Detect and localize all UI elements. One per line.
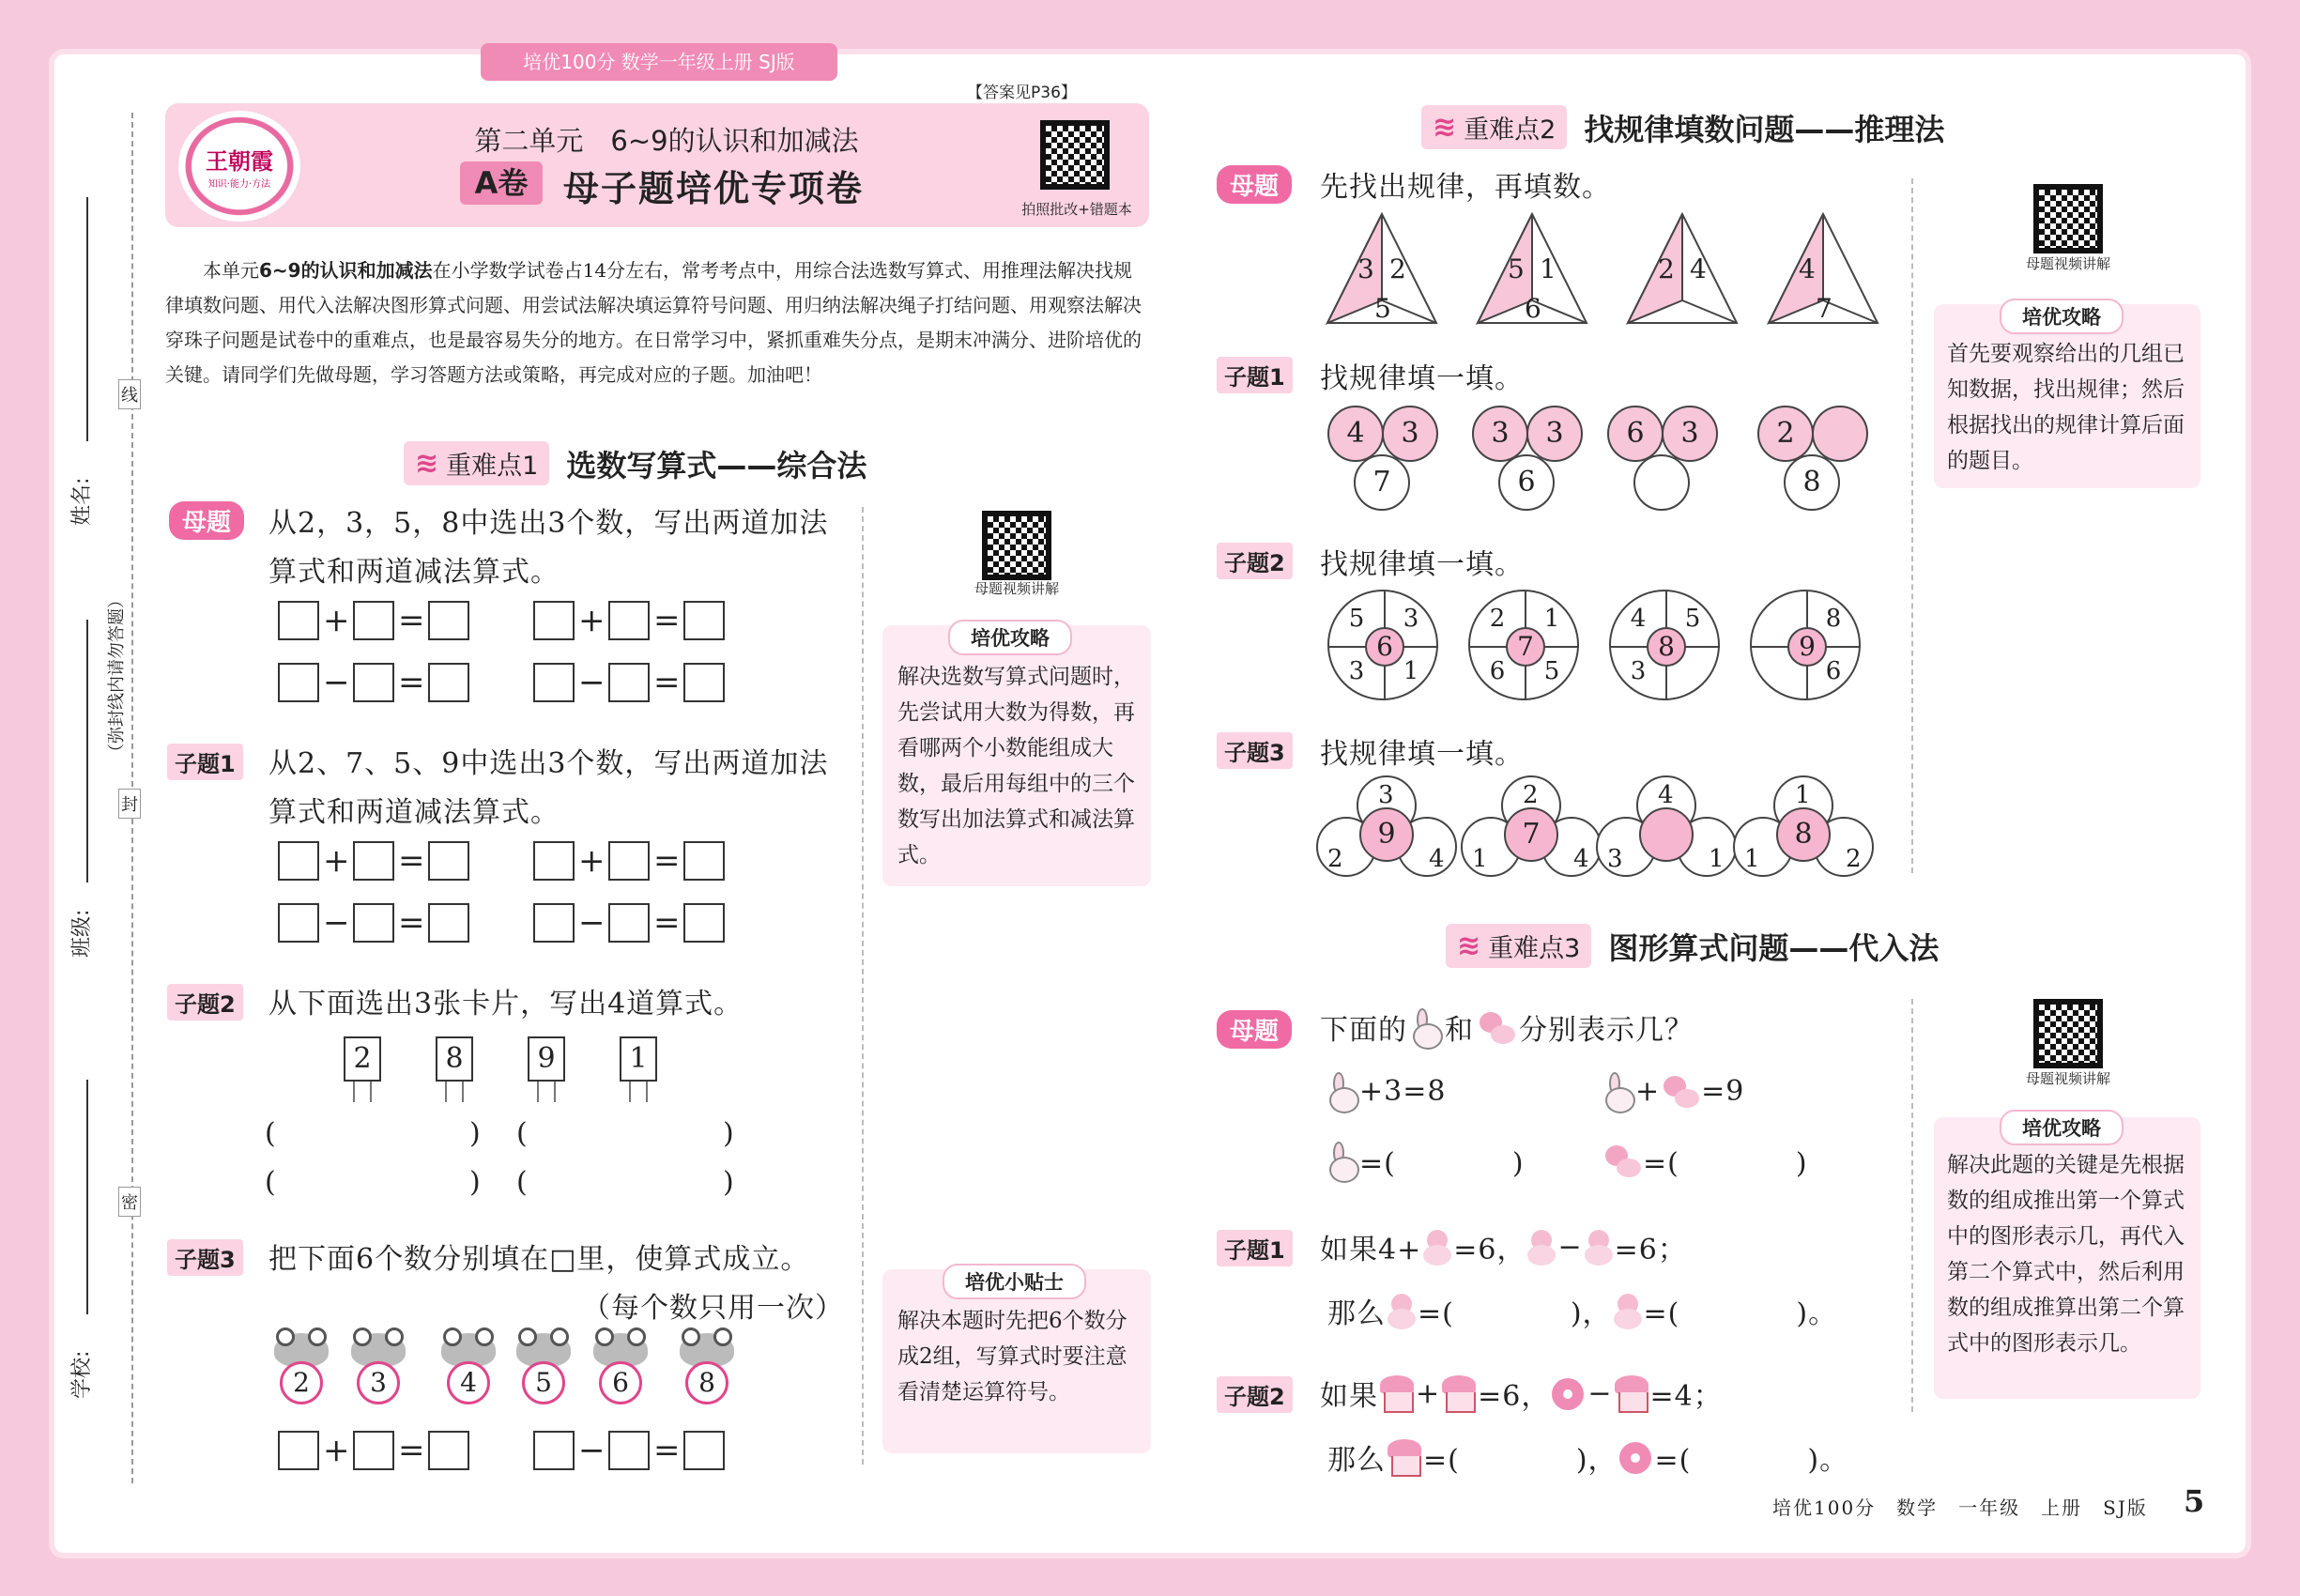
wave-icon: ≋ <box>1457 929 1481 962</box>
plus-sign: + <box>578 602 606 639</box>
frog-number-card[interactable] <box>590 1333 652 1408</box>
name-label: 姓名: <box>70 477 94 526</box>
wheel-center: 9 <box>1787 627 1827 667</box>
sub-question-1-label: 子题1 <box>1217 1230 1293 1266</box>
dog-icon <box>1660 1072 1701 1110</box>
answer-box[interactable] <box>353 1431 394 1470</box>
wheel-number: 5 <box>1684 605 1701 633</box>
s3-mother-question <box>1320 1006 1694 1048</box>
circle-number: 3 <box>1526 406 1583 462</box>
strategy-heading: 培优攻略 <box>948 620 1072 655</box>
qr-code-icon[interactable] <box>982 511 1051 580</box>
card-legs-icon <box>537 1082 556 1102</box>
answer-box[interactable] <box>353 903 394 943</box>
publisher-logo <box>178 111 300 222</box>
answer-box[interactable] <box>608 663 650 702</box>
frog-number-card[interactable] <box>270 1333 332 1408</box>
answer-box[interactable] <box>683 601 725 640</box>
plus-sign: + <box>323 1432 350 1469</box>
name-field[interactable] <box>86 197 88 441</box>
mother-question-label: 母题 <box>1217 1010 1292 1049</box>
clover-number: 3 <box>1607 845 1623 873</box>
minus-sign: − <box>323 664 350 701</box>
intro-lead: 本单元 <box>203 259 259 282</box>
circle-answer[interactable] <box>1812 406 1868 462</box>
clover-puzzle <box>1733 775 1874 879</box>
tri-number: 4 <box>1690 253 1707 284</box>
column-divider <box>1911 999 1913 1412</box>
s3-sub2-question <box>1320 1373 1723 1414</box>
strategy-heading: 培优攻略 <box>2000 299 2124 334</box>
answer-box[interactable] <box>533 903 575 943</box>
wheel-number: 8 <box>1825 605 1842 633</box>
answer-box[interactable] <box>428 601 469 640</box>
wheel-number: 5 <box>1543 657 1560 685</box>
equals-sign: = <box>398 842 425 880</box>
wheel-number: 1 <box>1543 605 1560 633</box>
header-tab: 培优100分 数学一年级上册 SJ版 <box>481 43 837 81</box>
answer-paren-close: ) <box>723 1166 734 1199</box>
wheel-number: 1 <box>1403 657 1419 685</box>
minus-sign: − <box>1557 1230 1583 1264</box>
chick-icon <box>1386 1292 1418 1329</box>
school-field[interactable] <box>86 1080 88 1314</box>
paper-title: 母子题培优专项卷 <box>563 168 865 209</box>
clover-number: 2 <box>1523 781 1539 809</box>
seal-line-mark: 线 <box>118 379 141 409</box>
donut-icon <box>1618 1438 1655 1476</box>
mother-question-label: 母题 <box>169 501 244 540</box>
qr-label: 母题视频讲解 <box>2025 255 2110 272</box>
s1-sub3-question-line1: 把下面6个数分别填在□里，使算式成立。 <box>268 1243 810 1276</box>
circle-number: 3 <box>1662 406 1718 462</box>
minus-sign: − <box>578 904 606 942</box>
answer-box[interactable] <box>533 841 575 881</box>
answer-box[interactable] <box>683 841 725 881</box>
clover-number: 1 <box>1709 845 1725 873</box>
tri-number: 1 <box>1540 253 1556 284</box>
answer-box[interactable] <box>428 1431 469 1470</box>
section-2-tag-text: 重难点2 <box>1464 115 1556 145</box>
frog-number: 5 <box>522 1361 565 1404</box>
answer-blank[interactable]: =( )。 <box>1654 1444 1849 1477</box>
answer-box[interactable] <box>608 1431 650 1470</box>
s3-answer-dog[interactable] <box>1602 1140 1808 1181</box>
wheel-number: 5 <box>1348 605 1365 633</box>
tri-number: 5 <box>1508 253 1525 284</box>
s3-question-text: 如果 <box>1320 1380 1378 1413</box>
dog-icon <box>1602 1142 1643 1179</box>
equals-sign: = <box>653 904 681 942</box>
answer-box[interactable] <box>278 841 319 881</box>
plus-sign: + <box>578 842 606 880</box>
wheel-center: 8 <box>1647 627 1686 667</box>
answer-box[interactable] <box>278 663 319 702</box>
tri-number: 3 <box>1357 253 1374 284</box>
equals-sign: = <box>653 842 681 880</box>
wave-icon: ≋ <box>415 447 439 480</box>
triangle-puzzle <box>1628 214 1737 323</box>
clover-number: 1 <box>1472 845 1488 873</box>
clover-puzzle <box>1596 775 1737 879</box>
clover-number: 1 <box>1744 845 1760 873</box>
number-card[interactable]: 9 <box>528 1036 565 1082</box>
mother-question-label: 母题 <box>1217 165 1292 204</box>
sub-question-1-label: 子题1 <box>1217 357 1293 393</box>
frog-number-card[interactable] <box>513 1333 575 1408</box>
frog-number: 3 <box>357 1361 400 1404</box>
answer-box[interactable] <box>608 903 650 943</box>
answer-box[interactable] <box>353 601 394 640</box>
s1-sub1-question-line2: 算式和两道减法算式。 <box>268 796 560 829</box>
circle-answer[interactable] <box>1633 454 1690 511</box>
wheel-number: 6 <box>1489 657 1506 685</box>
donut-icon <box>1550 1374 1587 1412</box>
s3-question-text: 和 <box>1445 1014 1474 1047</box>
tri-number: 5 <box>1374 293 1391 324</box>
minus-sign: − <box>578 664 606 701</box>
s3-question-text: 分别表示几？ <box>1519 1014 1694 1047</box>
s3-question-text: =4； <box>1649 1380 1723 1413</box>
paper-label: A卷 <box>460 161 543 205</box>
answer-box[interactable] <box>278 903 319 943</box>
answer-box[interactable] <box>533 663 575 702</box>
answer-box[interactable] <box>683 903 725 943</box>
answer-box[interactable] <box>533 601 575 640</box>
clover-center: 7 <box>1504 807 1558 862</box>
seal-mark: 封 <box>118 789 141 819</box>
clover-puzzle <box>1316 775 1457 879</box>
clover-center: 9 <box>1359 807 1414 862</box>
cupcake-icon <box>1386 1437 1423 1477</box>
page-number: 5 <box>2184 1483 2205 1519</box>
equation-text: +3=8 <box>1359 1074 1447 1108</box>
strategy-text: 首先要观察给出的几组已知数据，找出规律；然后根据找出的规律计算后面的题目。 <box>1947 342 2185 473</box>
s1-sub3-question-line2: （每个数只用一次） <box>582 1292 844 1325</box>
equals-sign: = <box>398 904 425 942</box>
s3-answer-rabbit[interactable] <box>1326 1140 1525 1181</box>
section-3-heading <box>1446 924 1939 968</box>
rabbit-icon <box>1602 1072 1635 1110</box>
answer-blank[interactable]: =( ) <box>1359 1147 1525 1180</box>
number-wheel <box>1750 590 1861 700</box>
sub-question-2-label: 子题2 <box>1217 1376 1293 1413</box>
answer-box[interactable] <box>278 1431 319 1470</box>
clover-center: 8 <box>1776 807 1831 862</box>
minus-sign: − <box>1587 1376 1613 1410</box>
chick-icon <box>1612 1292 1644 1329</box>
answer-box[interactable] <box>683 663 725 702</box>
qr-code-icon[interactable] <box>1040 120 1110 190</box>
cupcake-icon <box>1378 1373 1416 1413</box>
answer-paren-open[interactable]: ( <box>265 1117 276 1150</box>
answer-box[interactable] <box>353 663 394 702</box>
number-card[interactable]: 2 <box>344 1036 381 1082</box>
sub-question-2-label: 子题2 <box>1217 543 1293 579</box>
tri-number: 2 <box>1389 253 1406 284</box>
answer-box[interactable] <box>428 663 469 702</box>
plus-sign: + <box>1416 1376 1441 1410</box>
wheel-number: 3 <box>1630 657 1647 685</box>
frog-number: 6 <box>599 1361 642 1404</box>
s2-mother-question: 先找出规律，再填数。 <box>1320 171 1611 204</box>
qr-code-icon[interactable] <box>2033 999 2103 1068</box>
clover-number: 4 <box>1658 781 1674 809</box>
plus-sign: + <box>323 602 350 639</box>
cupcake-icon <box>1440 1373 1478 1413</box>
frog-number: 4 <box>447 1361 490 1404</box>
answer-box[interactable] <box>428 903 469 943</box>
card-legs-icon <box>445 1082 464 1102</box>
wheel-number: 3 <box>1348 657 1365 685</box>
circle-number: 6 <box>1498 454 1555 511</box>
frog-number-card[interactable] <box>676 1333 738 1408</box>
dog-icon <box>1476 1008 1517 1046</box>
answer-box[interactable] <box>533 1431 575 1470</box>
column-divider <box>1911 178 1913 873</box>
tip-heading: 培优小贴士 <box>943 1264 1086 1299</box>
number-wheel <box>1468 590 1579 700</box>
circle-number: 8 <box>1784 454 1840 511</box>
chick-icon <box>1421 1228 1453 1266</box>
clover-answer[interactable] <box>1639 807 1694 862</box>
subtraction-row <box>278 903 725 943</box>
equals-sign: = <box>398 664 425 701</box>
tri-number: 2 <box>1658 253 1675 284</box>
s2-sub3-question: 找规律填一填。 <box>1320 738 1524 771</box>
clover-number: 4 <box>1429 845 1445 873</box>
wheel-number: 4 <box>1630 605 1647 633</box>
equation-text: =9 <box>1701 1074 1745 1108</box>
s1-sub1-question-line1: 从2、7、5、9中选出3个数，写出两道加法 <box>268 747 829 780</box>
wave-icon: ≋ <box>1433 111 1457 144</box>
answer-blank[interactable]: =( )。 <box>1643 1297 1838 1330</box>
qr-label: 母题视频讲解 <box>2025 1070 2110 1087</box>
circle-number: 2 <box>1757 406 1814 462</box>
s3-question-text: =6； <box>1614 1234 1687 1266</box>
unit-title: 第二单元 6~9的认识和加减法 <box>474 125 859 157</box>
s1-mother-question-line2: 算式和两道减法算式。 <box>268 556 560 589</box>
cupcake-icon <box>1613 1373 1650 1413</box>
s3-question-text: =6， <box>1453 1234 1526 1266</box>
section-3-title: 图形算式问题——代入法 <box>1608 929 1940 966</box>
answer-box[interactable] <box>278 601 319 640</box>
tri-number: 6 <box>1525 293 1541 324</box>
equals-sign: = <box>398 1432 425 1469</box>
answer-paren-close: ) <box>723 1117 734 1150</box>
circle-number: 3 <box>1382 406 1438 462</box>
clover-number: 2 <box>1846 845 1862 873</box>
answer-paren-open[interactable]: ( <box>265 1166 276 1199</box>
then-text: 那么 <box>1327 1297 1386 1330</box>
qr-label: 拍照批改+错题本 <box>1021 201 1132 218</box>
seal-notice: （弥封线内请勿答题） <box>107 591 127 760</box>
equals-sign: = <box>653 602 681 639</box>
qr-label: 母题视频讲解 <box>974 580 1059 597</box>
answer-blank[interactable]: =( )， <box>1423 1444 1618 1477</box>
number-card[interactable]: 1 <box>620 1036 657 1082</box>
section-3-tag-text: 重难点3 <box>1488 934 1581 963</box>
wheel-number: 2 <box>1489 605 1506 633</box>
section-1-tag-text: 重难点1 <box>446 452 539 481</box>
answer-box[interactable] <box>353 841 394 881</box>
logo-text: 王朝霞 <box>206 147 273 175</box>
answer-box[interactable] <box>608 601 650 640</box>
wheel-number: 6 <box>1825 657 1842 685</box>
clover-number: 1 <box>1795 781 1811 809</box>
card-legs-icon <box>353 1082 372 1102</box>
number-wheel <box>1327 590 1438 700</box>
sub-question-3-label: 子题3 <box>167 1239 243 1276</box>
number-card[interactable]: 8 <box>436 1036 473 1082</box>
card-legs-icon <box>629 1082 648 1102</box>
answer-box[interactable] <box>428 841 469 881</box>
wheel-center: 7 <box>1506 627 1545 667</box>
school-label: 学校: <box>70 1350 94 1399</box>
page-footer: 培优100分 数学 一年级 上册 SJ版 <box>1772 1496 2148 1519</box>
s3-question-text: 下面的 <box>1320 1014 1407 1047</box>
clover-number: 2 <box>1327 845 1343 873</box>
class-label: 班级: <box>70 909 94 958</box>
intro-rest: 在小学数学试卷占14分左右，常考考点中，用综合法选数写算式、用推理法解决找规律填数问题、用代入法解决图形算式问题、用尝试法解决填运算符号问题、用归纳法解决绳子打结问题、用观察法解决穿珠子问题是试卷中的重难点，也是最容易失分的地方。在日常学习中，紧抓重难失分点，是期末冲满分、进阶培优的关键。请同学们先做母题，学习答题方法或策略，再完成对应的子题。加油吧！ <box>165 259 1142 386</box>
section-2-title: 找规律填数问题——推理法 <box>1584 111 1945 147</box>
equals-sign: = <box>398 602 425 639</box>
s2-sub2-question: 找规律填一填。 <box>1320 548 1524 581</box>
equals-sign: = <box>653 664 681 701</box>
circle-number: 4 <box>1327 406 1384 462</box>
answer-blank[interactable]: =( )， <box>1418 1297 1612 1330</box>
sub-question-1-label: 子题1 <box>167 744 243 780</box>
s3-question-text: 如果4+ <box>1320 1234 1422 1266</box>
frog-number-card[interactable] <box>347 1333 409 1408</box>
chick-icon <box>1526 1228 1557 1266</box>
strategy-text: 解决选数写算式问题时，先尝试用大数为得数，再看哪两个小数能组成大数，最后用每组中的三个数写出加法算式和减法算式。 <box>897 665 1135 867</box>
tip-text: 解决本题时先把6个数分成2组，写算式时要注意看清楚运算符号。 <box>897 1309 1127 1404</box>
circle-number: 3 <box>1472 406 1528 462</box>
answer-box[interactable] <box>608 841 650 881</box>
then-text: 那么 <box>1327 1444 1386 1477</box>
s2-sub1-question: 找规律填一填。 <box>1320 362 1524 395</box>
frog-number: 8 <box>685 1361 728 1404</box>
sub-question-3-label: 子题3 <box>1217 732 1293 769</box>
clover-number: 4 <box>1573 845 1589 873</box>
minus-sign: − <box>323 904 350 942</box>
s3-sub2-answer <box>1327 1436 1848 1478</box>
chick-icon <box>1583 1228 1615 1266</box>
section-3-tag <box>1446 924 1591 968</box>
answer-paren-close: ) <box>469 1166 481 1199</box>
strategy-text: 解决此题的关键是先根据数的组成推出第一个算式中的图形表示几，再代入第二个算式中，然后利用数的组成推算出第二个算式中的图形表示几。 <box>1947 1153 2185 1356</box>
s3-equation-1 <box>1326 1072 1446 1110</box>
intro-topic: 6~9的认识和加减法 <box>259 259 433 282</box>
clover-number: 3 <box>1378 781 1394 809</box>
rabbit-icon <box>1409 1008 1443 1046</box>
section-2-heading <box>1421 105 1944 149</box>
circle-number: 6 <box>1607 406 1664 462</box>
minus-sign: − <box>578 1432 606 1469</box>
equals-sign: = <box>653 1432 681 1469</box>
column-divider <box>862 507 864 1465</box>
wheel-center: 6 <box>1365 627 1404 667</box>
answer-paren-close: ) <box>469 1117 481 1150</box>
s3-sub1-question <box>1320 1226 1687 1267</box>
subtraction-row <box>278 663 725 702</box>
circle-number: 7 <box>1354 454 1410 511</box>
plus-sign: + <box>1635 1074 1661 1108</box>
qr-code-icon[interactable] <box>2033 184 2103 253</box>
section-1-heading <box>404 441 866 485</box>
sub-question-2-label: 子题2 <box>167 984 243 1021</box>
answer-paren-open[interactable]: ( <box>516 1117 528 1150</box>
addition-row <box>278 841 725 881</box>
answer-reference: 【答案见P36】 <box>967 84 1077 102</box>
frog-number: 2 <box>280 1361 323 1404</box>
secret-mark: 密 <box>118 1187 141 1217</box>
strategy-heading: 培优攻略 <box>2000 1110 2124 1145</box>
s3-question-text: =6， <box>1478 1380 1551 1413</box>
rabbit-icon <box>1326 1072 1359 1110</box>
class-field[interactable] <box>86 620 88 882</box>
wheel-number: 3 <box>1403 605 1419 633</box>
plus-sign: + <box>323 842 350 880</box>
clover-puzzle <box>1461 775 1602 879</box>
section-1-title: 选数写算式——综合法 <box>566 447 867 483</box>
addition-row <box>278 601 725 640</box>
rabbit-icon <box>1326 1142 1359 1179</box>
s1-mother-question-line1: 从2，3，5，8中选出3个数，写出两道加法 <box>268 507 829 540</box>
section-2-tag <box>1421 105 1567 149</box>
answer-box[interactable] <box>683 1431 725 1470</box>
number-wheel <box>1609 590 1720 700</box>
intro-paragraph <box>165 253 1149 392</box>
tri-number: 7 <box>1816 293 1832 324</box>
s1-sub2-question: 从下面选出3张卡片，写出4道算式。 <box>268 988 744 1021</box>
answer-blank[interactable]: =( ) <box>1643 1147 1808 1180</box>
final-equation-row <box>278 1431 725 1470</box>
section-1-tag <box>404 441 549 485</box>
s3-sub1-answer <box>1327 1290 1837 1331</box>
frog-number-card[interactable] <box>437 1333 499 1408</box>
tri-number: 4 <box>1799 253 1816 284</box>
logo-subtext: 知识·能力·方法 <box>207 179 271 190</box>
s3-equation-2 <box>1602 1072 1744 1110</box>
answer-paren-open[interactable]: ( <box>516 1166 528 1199</box>
